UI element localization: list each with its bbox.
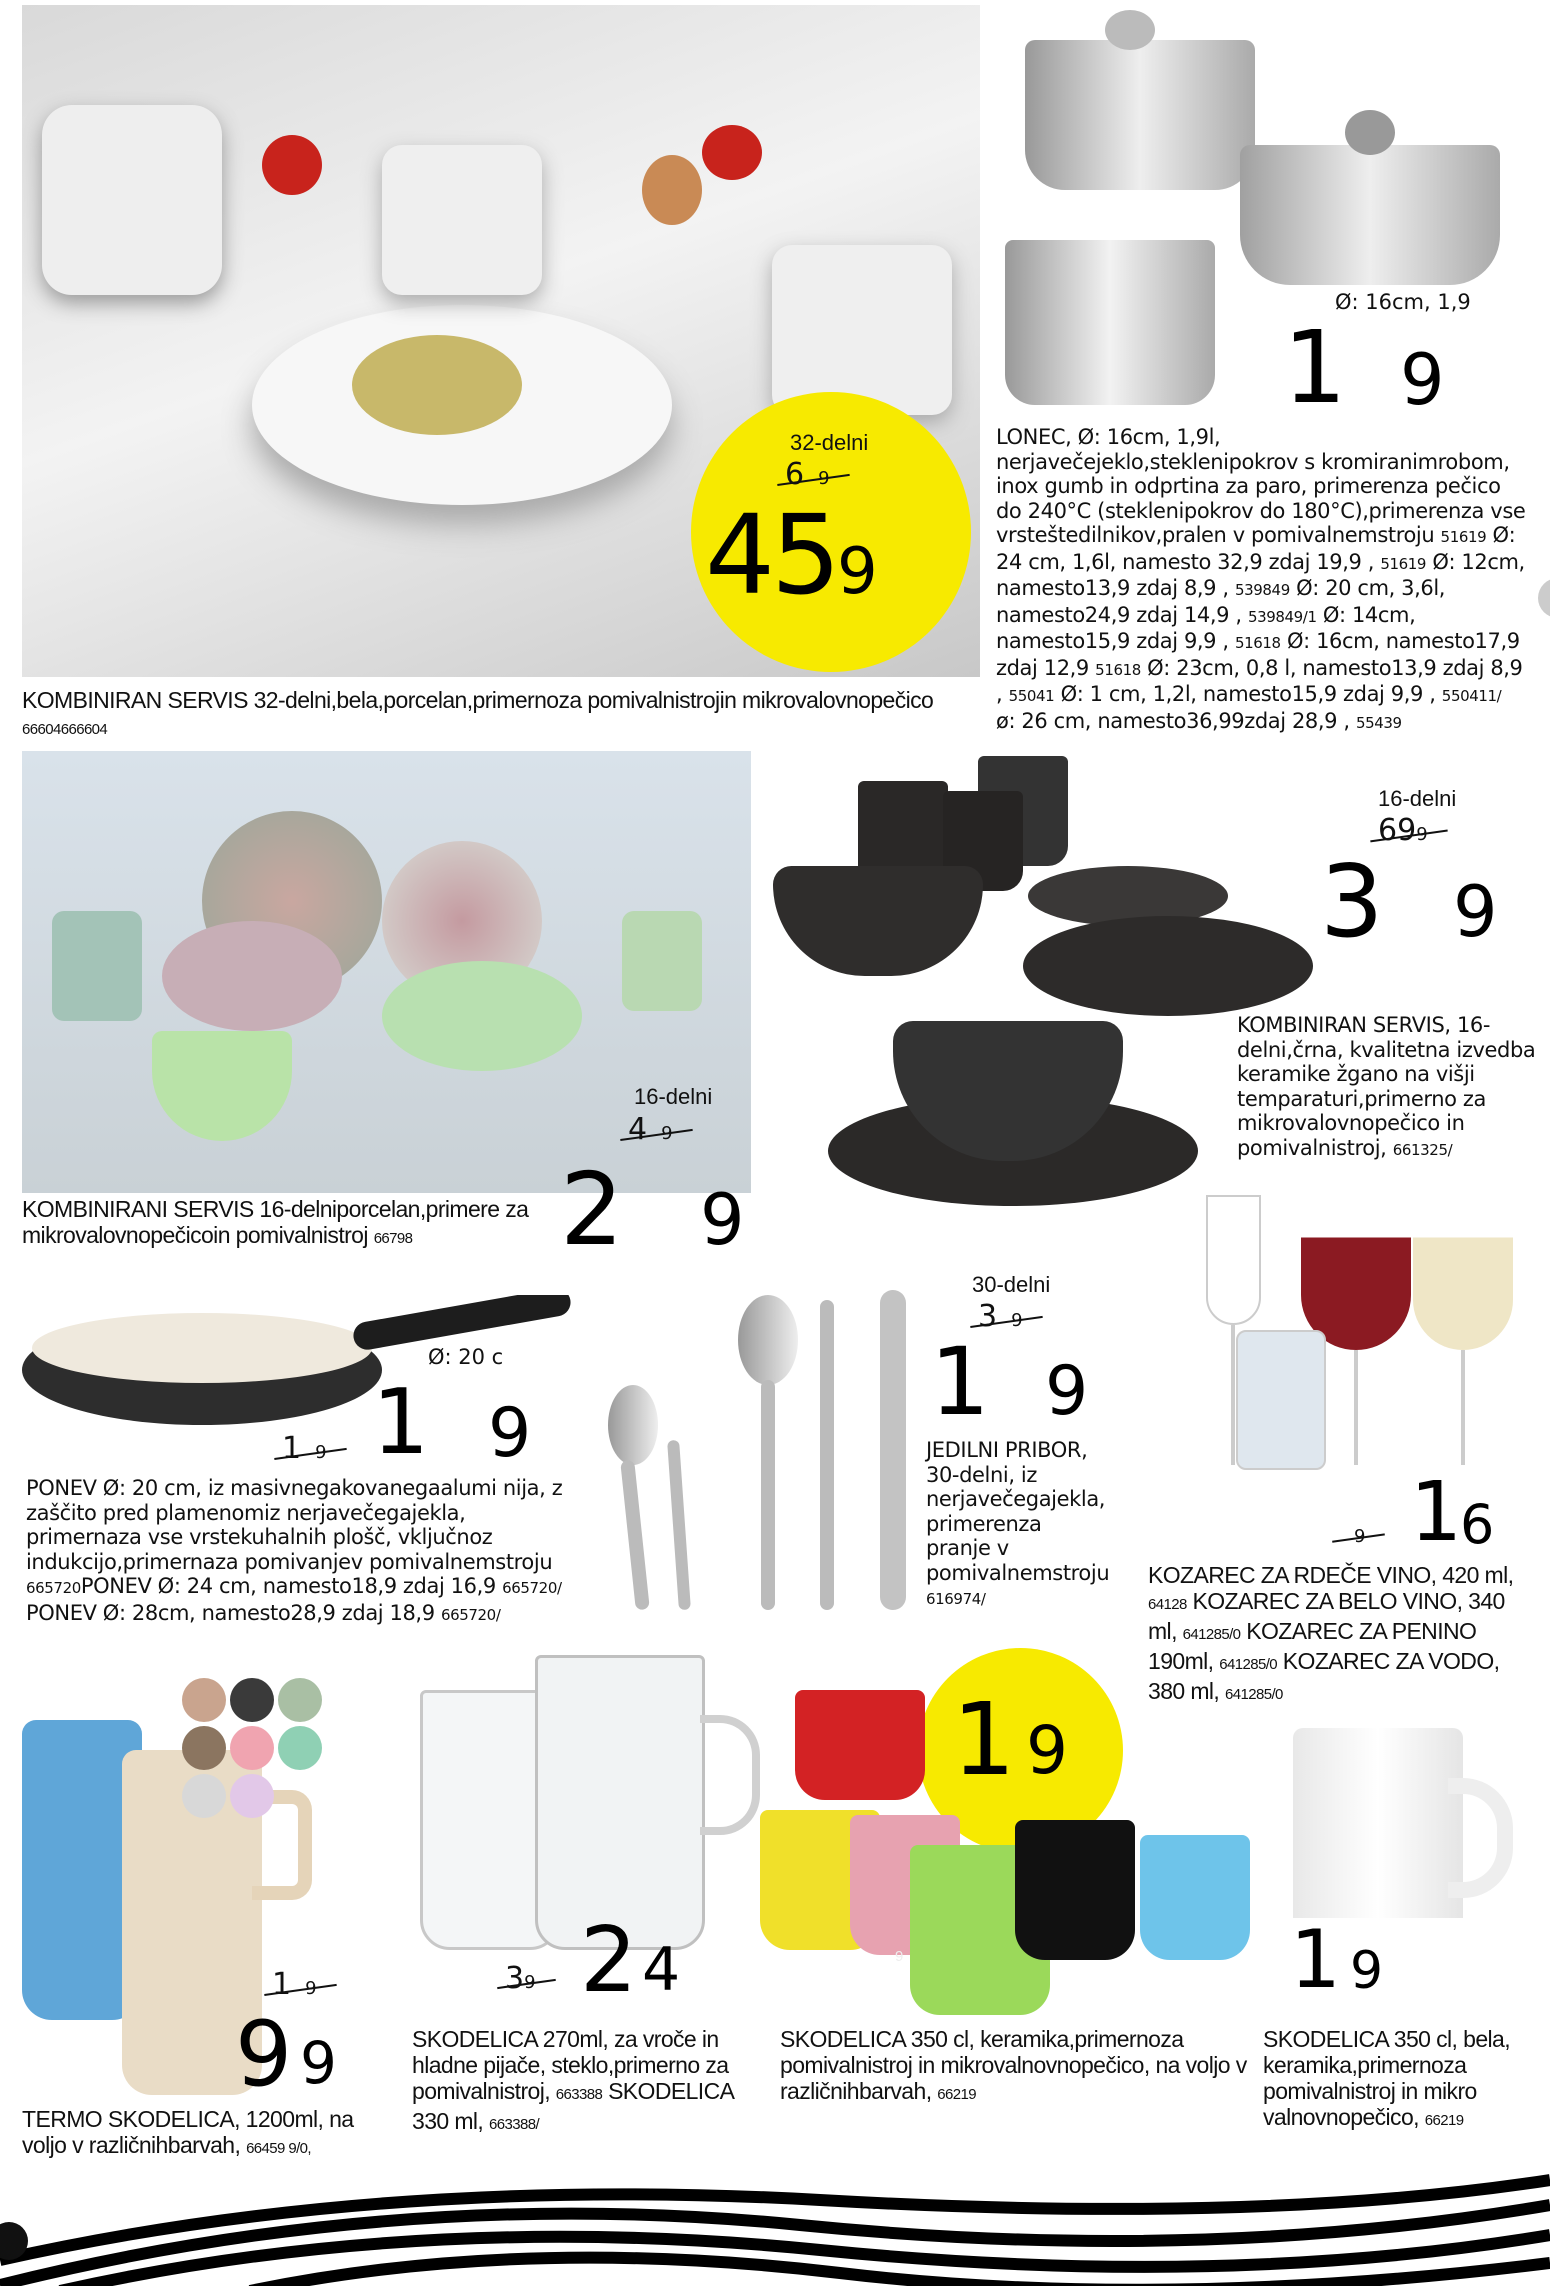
price-main: 3 xyxy=(1320,843,1384,960)
price-cents: 9 xyxy=(488,1394,532,1473)
skodelica-bela-photo xyxy=(1283,1728,1518,1918)
price-cents: 9 xyxy=(300,2029,337,2097)
ponev-description: PONEV Ø: 20 cm, iz masivnegakovanegaalumi nija, z zaščito pred plamenomiz nerjavečegajekla, primernaza vse vrstekuhalnih plošč, vključnoz indukcijo,primernaza pomivanjev pomivalnemstroju 665720PONEV Ø: 24 cm, namesto18,9 zdaj 16,9 665720/ PONEV Ø: 28cm, namesto28,9 zdaj 18,9 665720/ xyxy=(26,1476,563,1625)
swatch[interactable] xyxy=(278,1726,322,1770)
swatch[interactable] xyxy=(182,1678,226,1722)
termo-description: TERMO SKODELICA, 1200ml, na voljo v različnihbarvah, 66459 9/0, xyxy=(22,2106,354,2158)
old-price: 1 9 xyxy=(282,1432,327,1470)
swatch[interactable] xyxy=(182,1774,226,1818)
old-price: 9 xyxy=(1340,1516,1365,1554)
price-cents: 9 xyxy=(1026,1712,1068,1789)
price-cents: 6 xyxy=(1460,1493,1495,1556)
pieces-label: 32-delni xyxy=(790,430,869,455)
price-main: 1 xyxy=(1290,1913,1341,2006)
price-main: 2 xyxy=(560,1151,624,1268)
lonec-size: Ø: 16cm, 1,9 xyxy=(1335,290,1471,314)
price-cents: 9 xyxy=(700,1179,745,1261)
servis-32-description: KOMBINIRAN SERVIS 32-delni,bela,porcelan,primernoza pomivalnistrojin mikrovalovnopečico 66604666604 xyxy=(22,687,934,738)
pribor-photo xyxy=(598,1290,918,1625)
servis-crna-description: KOMBINIRAN SERVIS, 16-delni,črna, kvalitetna izvedba keramike žgano na višji temparaturi,primerno za mikrovalovnopečico in pomivalnistroj, 661325/ xyxy=(1237,1013,1536,1160)
swatch[interactable] xyxy=(230,1726,274,1770)
pieces-label: 16-delni xyxy=(634,1084,713,1109)
skodelica-bela-description: SKODELICA 350 cl, bela, keramika,primernoza pomivalnistroj in mikro valnovnopečico, 66219 xyxy=(1263,2026,1511,2130)
old-price: 3 9 xyxy=(978,1300,1023,1338)
zebra-stripe-decoration xyxy=(0,2165,1550,2286)
kozarec-photo xyxy=(1181,1195,1521,1475)
color-swatches xyxy=(182,1678,367,1778)
swatch[interactable] xyxy=(182,1726,226,1770)
price-main: 9 xyxy=(235,2002,293,2107)
page-edge-marker xyxy=(1538,578,1550,618)
ponev-size: Ø: 20 c xyxy=(428,1345,504,1369)
swatch[interactable] xyxy=(230,1774,274,1818)
price-main: 2 xyxy=(580,1908,638,2013)
kozarec-description: KOZAREC ZA RDEČE VINO, 420 ml, 64128 KOZAREC ZA BELO VINO, 340 ml, 641285/0 KOZAREC ZA PENINO 190ml, 641285/0 KOZAREC ZA VODO, 380 ml, 641285/0 xyxy=(1148,1562,1514,1704)
price-main: 1 xyxy=(1283,309,1347,426)
pieces-label: 16-delni xyxy=(1378,786,1457,811)
price-main: 1 xyxy=(952,1681,1016,1798)
old-price: 699 xyxy=(1378,814,1428,852)
price-cents: 9 xyxy=(1350,1941,1384,2001)
servis-16-description: KOMBINIRANI SERVIS 16-delniporcelan,primere za mikrovalovnopečicoin pomivalnistroj 66798 xyxy=(22,1196,529,1248)
price-main: 1 xyxy=(372,1370,430,1475)
price-main: 1 xyxy=(930,1328,990,1437)
old-price: 4 9 xyxy=(628,1113,673,1151)
swatch[interactable] xyxy=(230,1678,274,1722)
price-cents: 9 xyxy=(1453,871,1498,953)
lonec-small-photo xyxy=(1210,105,1530,290)
old-price: 6 9 xyxy=(785,458,830,496)
pieces-label: 30-delni xyxy=(972,1272,1051,1297)
servis-16-crna-photo xyxy=(773,751,1313,1211)
skodelica-steklo-description: SKODELICA 270ml, za vroče in hladne pijače, steklo,primerno za pomivalnistroj, 663388 SKODELICA 330 ml, 663388/ xyxy=(412,2026,734,2134)
small-mark: 9 xyxy=(895,1948,904,1965)
price-cents: 9 xyxy=(1400,339,1445,421)
lonec-description: LONEC, Ø: 16cm, 1,9l, nerjavečejeklo,steklenipokrov s kromiranimrobom, inox gumb in odprtina za paro, primerenza pečico do 240°C (steklenipokrov do 180°C),primerenza vse vrsteštedilnikov,pralen v pomivalnemstroju 51619 Ø: 24 cm, 1,6l, namesto 32,9 zdaj 19,9 , 51619 Ø: 12cm, namesto13,9 zdaj 8,9 , 539849 Ø: 20 cm, 3,6l, namesto24,9 zdaj 14,9 , 539849/1 Ø: 14cm, namesto15,9 zdaj 9,9 , 51618 Ø: 16cm, namesto17,9 zdaj 12,9 51618 Ø: 23cm, 0,8 l, namesto13,9 zdaj 8,9 , 55041 Ø: 1 cm, 1,2l, namesto15,9 zdaj 9,9 , 550411/ ø: 26 cm, namesto36,99zdaj 28,9 , 55439 xyxy=(996,425,1526,733)
price-cents: 4 xyxy=(642,1935,681,2005)
old-price: 39 xyxy=(505,1962,536,2000)
skodelica-barvna-description: SKODELICA 350 cl, keramika,primernoza pomivalnistroj in mikrovalnovnopečico, na voljo v različnihbarvah, 66219 xyxy=(780,2026,1247,2104)
swatch[interactable] xyxy=(278,1678,322,1722)
old-price: 1 9 xyxy=(272,1968,317,2006)
price-cents: 9 xyxy=(1045,1352,1089,1431)
pribor-description: JEDILNI PRIBOR, 30-delni, iz nerjavečegajekla, primerenza pranje v pomivalnemstroju 616974/ xyxy=(926,1438,1110,1608)
price-main: 1 xyxy=(1410,1465,1463,1560)
price: 459 xyxy=(705,491,874,619)
